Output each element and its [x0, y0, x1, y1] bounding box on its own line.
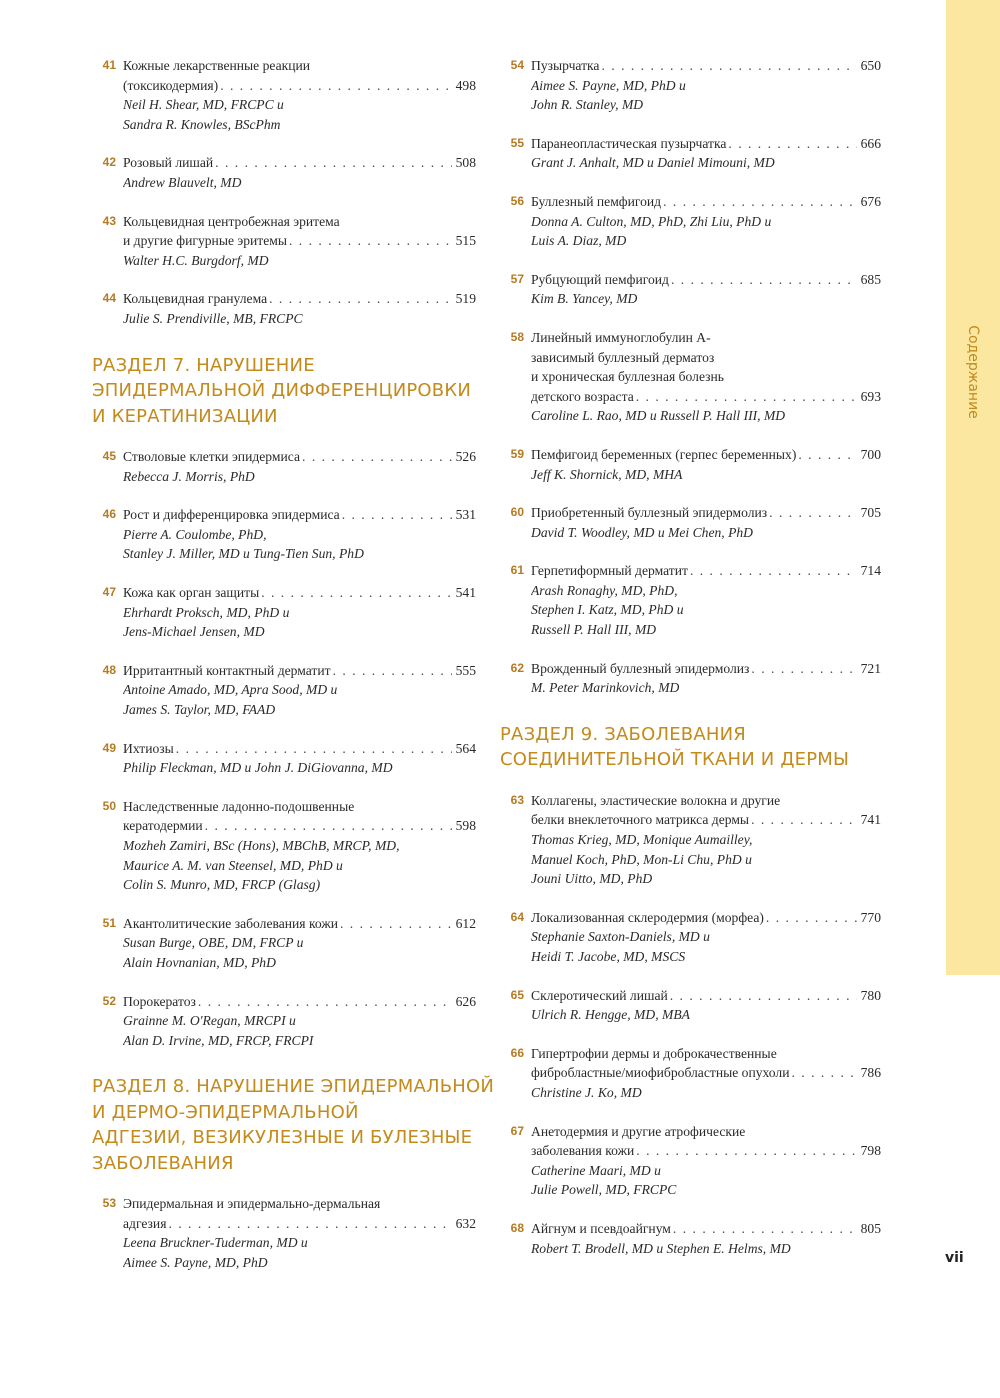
toc-entry-row: [92, 739, 476, 778]
chapter-authors: Ulrich R. Hengge, MD, MBA: [531, 1007, 690, 1023]
section-heading-line: РАЗДЕЛ 7. НАРУШЕНИЕ: [92, 354, 315, 376]
chapter-number: 65: [510, 987, 524, 1002]
toc-entry-row: [500, 908, 881, 967]
toc-entry: [500, 659, 881, 698]
leader-dots: [300, 447, 452, 467]
section-heading-line: ЗАБОЛЕВАНИЯ: [92, 1152, 234, 1174]
chapter-title: Розовый лишай: [123, 155, 214, 171]
toc-entry-body: [123, 447, 476, 486]
toc-entry-row: [92, 583, 476, 642]
chapter-title-line: Наследственные ладонно-подошвенные: [123, 798, 355, 814]
page-ref: 666: [860, 135, 881, 151]
page-ref: 700: [860, 446, 881, 462]
toc-entry-row: [92, 153, 476, 192]
chapter-authors: Robert T. Brodell, MD и Stephen E. Helms, MD: [531, 1240, 791, 1256]
chapter-title-with-page: [531, 503, 881, 523]
leader-dots: [287, 231, 452, 251]
toc-entry: [92, 914, 476, 973]
page-ref: 612: [455, 915, 476, 931]
page-ref: 693: [860, 388, 881, 404]
toc-entry-body: [531, 659, 881, 698]
page-ref: 770: [860, 909, 881, 925]
chapter-title-with-page: [123, 153, 476, 173]
toc-entry-body: [531, 791, 881, 889]
toc-entry-body: [531, 503, 881, 542]
page-ref: 780: [860, 987, 881, 1003]
chapter-title-with-page: [123, 505, 476, 525]
chapter-number: 45: [102, 449, 116, 464]
chapter-authors: Sandra R. Knowles, BScPhm: [123, 116, 281, 132]
chapter-number: 43: [102, 213, 116, 228]
toc-entry: [92, 739, 476, 778]
chapter-title: (токсикодермия): [123, 77, 219, 93]
chapter-number: 44: [102, 291, 116, 306]
chapter-authors: Leena Bruckner-Tuderman, MD и: [123, 1235, 308, 1251]
chapter-title: адгезия: [123, 1215, 167, 1231]
toc-entry-row: [92, 447, 476, 486]
chapter-authors: Grant J. Anhalt, MD и Daniel Mimouni, MD: [531, 155, 775, 171]
toc-left-column: [92, 56, 495, 1292]
toc-entry-row: [92, 505, 476, 564]
toc-entry-body: [123, 661, 476, 720]
chapter-title-with-page: [531, 1063, 881, 1083]
toc-entry: [500, 1219, 881, 1258]
toc-entry: [500, 192, 881, 251]
chapter-title-line: Эпидермальная и эпидермально-дермальная: [123, 1196, 381, 1212]
section-heading: [500, 722, 881, 773]
toc-entry: [500, 328, 881, 426]
toc-entry-body: [123, 992, 476, 1051]
toc-entry-row: [92, 289, 476, 328]
chapter-title-with-page: [531, 986, 881, 1006]
toc-entry-row: [92, 661, 476, 720]
chapter-authors: Jouni Uitto, MD, PhD: [531, 871, 653, 887]
section-heading-line: СОЕДИНИТЕЛЬНОЙ ТКАНИ И ДЕРМЫ: [500, 749, 850, 771]
chapter-title-with-page: [531, 1141, 881, 1161]
chapter-title: Пемфигоид беременных (герпес беременных): [531, 446, 797, 462]
section-heading-line: И ДЕРМО-ЭПИДЕРМАЛЬНОЙ: [92, 1101, 359, 1123]
page-ref: 805: [860, 1220, 881, 1236]
toc-entry: [92, 56, 476, 134]
toc-entry-row: [500, 270, 881, 309]
page-ref: 555: [455, 662, 476, 678]
chapter-title: Пузырчатка: [531, 58, 600, 73]
toc-entry: [500, 1044, 881, 1103]
chapter-title: Кольцевидная гранулема: [123, 291, 268, 307]
chapter-authors: James S. Taylor, MD, FAAD: [123, 701, 276, 717]
toc-entry-row: [500, 56, 881, 115]
leader-dots: [174, 739, 452, 759]
toc-entry-body: [531, 445, 881, 484]
toc-entry-row: [92, 914, 476, 973]
toc-entry-row: [92, 1194, 476, 1272]
section-heading-line: И КЕРАТИНИЗАЦИИ: [92, 405, 278, 427]
toc-entry: [500, 791, 881, 889]
leader-dots: [796, 445, 856, 465]
chapter-title-with-page: [123, 992, 476, 1012]
chapter-title: Айгнум и псевдоайгнум: [531, 1220, 671, 1236]
chapter-number: 58: [510, 329, 524, 344]
toc-entry-row: [500, 1219, 881, 1258]
chapter-authors: Jeff K. Shornick, MD, MHA: [531, 466, 683, 482]
section-heading: [92, 353, 476, 430]
leader-dots: [749, 659, 856, 679]
chapter-number: 61: [510, 563, 524, 578]
chapter-number: 68: [510, 1220, 524, 1235]
chapter-authors: Christine J. Ko, MD: [531, 1084, 642, 1100]
chapter-authors: Luis A. Diaz, MD: [531, 233, 627, 249]
chapter-number: 48: [102, 662, 116, 677]
chapter-authors: Stanley J. Miller, MD и Tung-Tien Sun, PhD: [123, 546, 364, 562]
chapter-title-line: Гипертрофии дермы и доброкачественные: [531, 1045, 777, 1061]
chapter-title-with-page: [123, 289, 476, 309]
page-ref: 541: [455, 585, 476, 600]
chapter-authors: Caroline L. Rao, MD и Russell P. Hall III, MD: [531, 408, 786, 424]
chapter-title: и другие фигурные эритемы: [123, 233, 287, 249]
chapter-number: 55: [510, 135, 524, 150]
chapter-authors: Manuel Koch, PhD, Mon-Li Chu, PhD и: [531, 851, 752, 867]
chapter-authors: Catherine Maari, MD и: [531, 1162, 661, 1178]
chapter-authors: Susan Burge, OBE, DM, FRCP и: [123, 935, 304, 951]
chapter-authors: Julie Powell, MD, FRCPC: [531, 1182, 677, 1198]
chapter-title-with-page: [531, 561, 881, 581]
chapter-title: детского возраста: [531, 388, 634, 404]
toc-entry-body: [531, 561, 881, 639]
toc-entry-body: [123, 583, 476, 642]
chapter-title: Акантолитические заболевания кожи: [123, 915, 338, 931]
toc-entry-body: [531, 270, 881, 309]
leader-dots: [599, 56, 856, 76]
chapter-number: 59: [510, 446, 524, 461]
chapter-title-with-page: [123, 447, 476, 467]
leader-dots: [331, 661, 452, 681]
toc-entry-body: [531, 192, 881, 251]
chapter-title-with-page: [531, 134, 881, 154]
leader-dots: [661, 192, 857, 212]
toc-entry-row: [92, 212, 476, 271]
toc-entry-row: [500, 192, 881, 251]
toc-entry-body: [123, 797, 476, 895]
chapter-title-line: Кожные лекарственные реакции: [123, 58, 311, 73]
chapter-authors: M. Peter Marinkovich, MD: [531, 680, 680, 696]
leader-dots: [166, 1214, 451, 1234]
chapter-authors: Donna A. Culton, MD, PhD, Zhi Liu, PhD и: [531, 213, 772, 229]
toc-entry: [92, 289, 476, 328]
toc-entry-body: [123, 1194, 476, 1272]
chapter-authors: Alan D. Irvine, MD, FRCP, FRCPI: [123, 1032, 314, 1048]
chapter-title: кератодермии: [123, 818, 203, 834]
chapter-authors: Walter H.C. Burgdorf, MD: [123, 252, 269, 268]
chapter-authors: Stephen I. Katz, MD, PhD и: [531, 602, 684, 618]
toc-entry-body: [531, 56, 881, 115]
chapter-authors: Maurice A. M. van Steensel, MD, PhD и: [123, 857, 343, 873]
chapter-title-with-page: [531, 1219, 881, 1239]
chapter-authors: Thomas Krieg, MD, Monique Aumailley,: [531, 832, 753, 848]
chapter-title-with-page: [531, 192, 881, 212]
toc-entry-row: [92, 56, 476, 134]
chapter-number: 51: [102, 915, 116, 930]
page-ref: 515: [455, 233, 476, 249]
chapter-authors: David T. Woodley, MD и Mei Chen, PhD: [531, 524, 753, 540]
chapter-number: 52: [102, 993, 116, 1008]
chapter-title-with-page: [123, 1214, 476, 1234]
toc-entry: [92, 797, 476, 895]
chapter-title: Рубцующий пемфигоид: [531, 271, 669, 287]
chapter-title: фибробластные/миофибробластные опухоли: [531, 1065, 790, 1081]
page-ref: 526: [455, 449, 476, 465]
leader-dots: [726, 134, 856, 154]
page-ref: 508: [455, 155, 476, 171]
toc-entry: [500, 986, 881, 1025]
toc-entry-body: [531, 328, 881, 426]
chapter-title-with-page: [531, 56, 881, 76]
page-ref: 714: [860, 563, 881, 579]
leader-dots: [196, 992, 452, 1012]
toc-entry-body: [531, 1044, 881, 1103]
chapter-authors: Jens-Michael Jensen, MD: [123, 624, 265, 640]
chapter-number: 49: [102, 740, 116, 755]
toc-entry: [92, 583, 476, 642]
toc-entry: [92, 505, 476, 564]
toc-entry: [500, 56, 881, 115]
chapter-title-line: и хроническая буллезная болезнь: [531, 369, 724, 385]
chapter-authors: Rebecca J. Morris, PhD: [123, 468, 255, 484]
section-heading-line: РАЗДЕЛ 9. ЗАБОЛЕВАНИЯ: [500, 723, 746, 745]
chapter-title: Порокератоз: [123, 993, 196, 1009]
leader-dots: [668, 986, 857, 1006]
leader-dots: [213, 153, 451, 173]
leader-dots: [634, 1141, 856, 1161]
toc-entry-body: [123, 739, 476, 778]
toc-entry-body: [123, 212, 476, 271]
chapter-authors: Neil H. Shear, MD, FRCPC и: [123, 97, 284, 113]
toc-entry: [500, 270, 881, 309]
toc-entry: [92, 1194, 476, 1272]
leader-dots: [218, 76, 451, 96]
page-ref: 676: [860, 193, 881, 209]
chapter-title: Кожа как орган защиты: [123, 585, 260, 600]
chapter-number: 46: [102, 507, 116, 522]
toc-entry-row: [500, 134, 881, 173]
page-ref: 705: [860, 505, 881, 521]
sidebar-tab: [946, 0, 1000, 975]
chapter-authors: Arash Ronaghy, MD, PhD,: [531, 582, 678, 598]
chapter-authors: John R. Stanley, MD: [531, 97, 644, 113]
chapter-authors: Andrew Blauvelt, MD: [123, 174, 242, 190]
toc-entry-row: [500, 445, 881, 484]
leader-dots: [764, 908, 857, 928]
chapter-authors: Aimee S. Payne, MD, PhD: [123, 1255, 268, 1271]
page-ref: 721: [860, 660, 881, 676]
section-heading-line: РАЗДЕЛ 8. НАРУШЕНИЕ ЭПИДЕРМАЛЬНОЙ: [92, 1076, 495, 1098]
chapter-title-with-page: [531, 445, 881, 465]
toc-entry-body: [123, 914, 476, 973]
chapter-title: Ихтиозы: [123, 740, 174, 756]
chapter-title: Ирритантный контактный дерматит: [123, 662, 331, 678]
chapter-number: 63: [510, 792, 524, 807]
chapter-number: 42: [102, 155, 116, 170]
chapter-authors: Ehrhardt Proksch, MD, PhD и: [123, 604, 290, 620]
chapter-title-with-page: [123, 739, 476, 759]
chapter-number: 66: [510, 1045, 524, 1060]
chapter-authors: Mozheh Zamiri, BSc (Hons), MBChB, MRCP, MD,: [123, 837, 400, 853]
chapter-authors: Stephanie Saxton-Daniels, MD и: [531, 929, 710, 945]
chapter-number: 62: [510, 660, 524, 675]
chapter-title-line: Кольцевидная центробежная эритема: [123, 213, 340, 229]
section-heading: [92, 1074, 495, 1176]
toc-entry: [92, 153, 476, 192]
leader-dots: [267, 289, 452, 309]
chapter-title-line: Коллагены, эластические волокна и другие: [531, 792, 781, 808]
toc-entry: [500, 1122, 881, 1200]
toc-right-column: [500, 56, 881, 1277]
chapter-title-with-page: [123, 661, 476, 681]
toc-entry-row: [92, 797, 476, 895]
toc-entry-row: [500, 659, 881, 698]
toc-entry-row: [500, 1044, 881, 1103]
page-ref: 786: [860, 1065, 881, 1081]
chapter-number: 60: [510, 505, 524, 520]
page-ref: 626: [455, 993, 476, 1009]
page-ref: 498: [455, 77, 476, 93]
toc-entry-body: [531, 134, 881, 173]
toc-entry: [92, 447, 476, 486]
leader-dots: [634, 387, 857, 407]
toc-entry-body: [531, 1122, 881, 1200]
chapter-title-line: Линейный иммуноглобулин А-: [531, 329, 711, 345]
toc-entry: [500, 908, 881, 967]
toc-entry-row: [500, 328, 881, 426]
chapter-title-with-page: [123, 231, 476, 251]
chapter-title-with-page: [531, 659, 881, 679]
chapter-title: Рост и дифференцировка эпидермиса: [123, 507, 340, 523]
chapter-authors: Heidi T. Jacobe, MD, MSCS: [531, 949, 686, 964]
chapter-title: Локализованная склеродермия (морфеа): [531, 909, 764, 925]
toc-entry-body: [123, 56, 476, 134]
toc-entry-body: [531, 908, 881, 967]
chapter-authors: Philip Fleckman, MD и John J. DiGiovanna, MD: [123, 760, 393, 776]
chapter-authors: Russell P. Hall III, MD: [531, 622, 657, 638]
toc-entry-body: [123, 289, 476, 328]
toc-entry-row: [500, 503, 881, 542]
chapter-title: Склеротический лишай: [531, 987, 668, 1003]
chapter-title: Паранеопластическая пузырчатка: [531, 135, 727, 151]
page-ref: 632: [455, 1215, 476, 1231]
toc-entry: [92, 661, 476, 720]
chapter-authors: Julie S. Prendiville, MB, FRCPC: [123, 310, 303, 326]
toc-entry: [92, 212, 476, 271]
leader-dots: [749, 810, 857, 830]
toc-entry: [500, 134, 881, 173]
chapter-title-with-page: [531, 387, 881, 407]
chapter-authors: Kim B. Yancey, MD: [531, 291, 638, 307]
leader-dots: [669, 270, 857, 290]
chapter-title: Приобретенный буллезный эпидермолиз: [531, 505, 768, 521]
page-ref: 741: [860, 812, 881, 828]
toc-entry-row: [500, 791, 881, 889]
toc-entry-body: [531, 1219, 881, 1258]
chapter-title-with-page: [531, 810, 881, 830]
leader-dots: [767, 503, 856, 523]
chapter-title: Буллезный пемфигоид: [531, 193, 662, 209]
toc-entry-body: [123, 153, 476, 192]
chapter-title: Герпетиформный дерматит: [531, 563, 688, 579]
chapter-title-with-page: [123, 914, 476, 934]
page-number: vii: [945, 1250, 964, 1266]
page-ref: 598: [455, 818, 476, 834]
page-ref: 564: [455, 740, 476, 756]
sidebar-label: Содержание: [965, 325, 981, 419]
chapter-title: белки внеклеточного матрикса дермы: [531, 812, 750, 828]
chapter-title: Врожденный буллезный эпидермолиз: [531, 660, 750, 676]
leader-dots: [688, 561, 857, 581]
chapter-title-with-page: [123, 583, 476, 603]
leader-dots: [203, 816, 452, 836]
chapter-authors: Aimee S. Payne, MD, PhD и: [531, 77, 686, 93]
chapter-title-with-page: [123, 76, 476, 96]
section-heading-line: АДГЕЗИИ, ВЕЗИКУЛЕЗНЫЕ И БУЛЕЗНЫЕ: [92, 1127, 473, 1149]
toc-entry: [500, 561, 881, 639]
chapter-title-line: зависимый буллезный дерматоз: [531, 349, 715, 365]
chapter-number: 50: [102, 798, 116, 813]
chapter-number: 47: [102, 585, 116, 599]
leader-dots: [671, 1219, 857, 1239]
leader-dots: [789, 1063, 856, 1083]
chapter-authors: Colin S. Munro, MD, FRCP (Glasg): [123, 877, 321, 893]
chapter-number: 67: [510, 1123, 524, 1138]
leader-dots: [259, 583, 451, 603]
page-ref: 798: [860, 1143, 881, 1159]
chapter-number: 53: [102, 1196, 116, 1211]
page-ref: 685: [860, 271, 881, 287]
leader-dots: [338, 914, 452, 934]
chapter-authors: Pierre A. Coulombe, PhD,: [123, 526, 267, 542]
page-ref: 650: [860, 58, 881, 73]
chapter-title: заболевания кожи: [531, 1143, 635, 1159]
toc-entry-body: [531, 986, 881, 1025]
toc-entry-row: [500, 1122, 881, 1200]
toc-entry-row: [92, 992, 476, 1051]
leader-dots: [340, 505, 452, 525]
chapter-number: 41: [102, 58, 116, 72]
page-ref: 519: [455, 291, 476, 307]
section-heading-line: ЭПИДЕРМАЛЬНОЙ ДИФФЕРЕНЦИРОВКИ: [92, 380, 471, 402]
chapter-title: Стволовые клетки эпидермиса: [123, 449, 301, 465]
toc-entry: [500, 503, 881, 542]
chapter-title-with-page: [123, 816, 476, 836]
chapter-number: 56: [510, 193, 524, 208]
chapter-authors: Alain Hovnanian, MD, PhD: [123, 954, 276, 970]
toc-entry: [500, 445, 881, 484]
chapter-authors: Antoine Amado, MD, Apra Sood, MD и: [123, 682, 338, 698]
toc-entry-row: [500, 986, 881, 1025]
toc-entry-body: [123, 505, 476, 564]
page-ref: 531: [455, 507, 476, 523]
chapter-title-with-page: [531, 908, 881, 928]
chapter-number: 54: [510, 58, 524, 72]
chapter-number: 64: [510, 909, 524, 924]
chapter-number: 57: [510, 271, 524, 286]
chapter-authors: Grainne M. O'Regan, MRCPI и: [123, 1013, 296, 1029]
toc-entry: [92, 992, 476, 1051]
chapter-title-with-page: [531, 270, 881, 290]
chapter-title-line: Анетодермия и другие атрофические: [531, 1123, 746, 1139]
toc-entry-row: [500, 561, 881, 639]
